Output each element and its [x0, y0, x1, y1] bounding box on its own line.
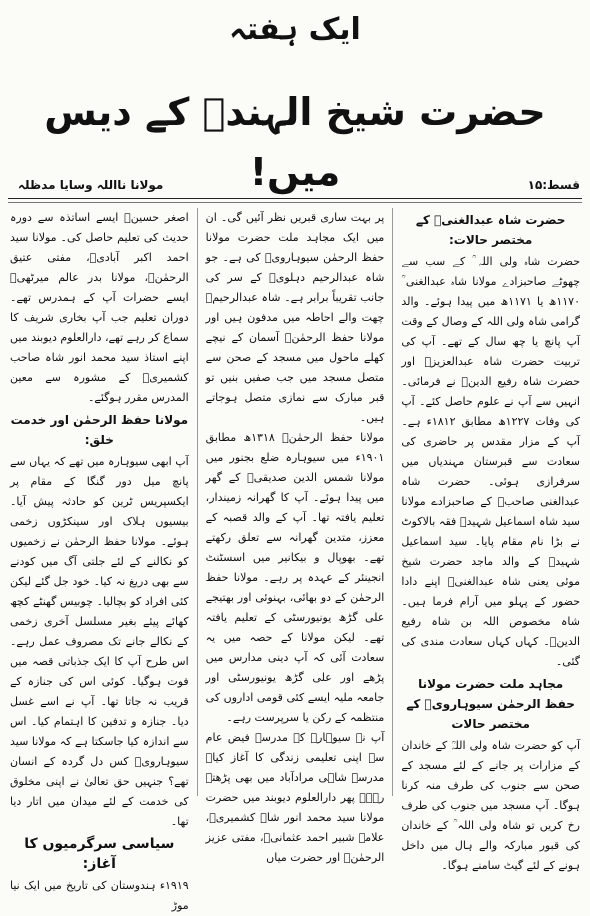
section-subtitle: ایک ہفتہ — [229, 12, 361, 47]
paragraph: اصغر حسینؒ ایسے اساتذہ سے دورہ حدیث کی تعلیم حاصل کی۔ مولانا سید احمد اکبر آبادیؒ، مفتی عتیق الرحمٰنؒ، مولانا بدر عالم میرٹھیؒ ایسے حضرات آپ کے ہمدرس تھے۔ دوران تعلیم جب آپ بخاری شریف کا سماع کر رہے تھے، دارالعلوم دیوبند میں اپنے استاذ سید محمد انور شاہ صاحب کشمیریؒ کے مشورہ سے معین المدرس مقرر ہوگئے۔ — [9, 211, 189, 404]
author-name: مولانا نااللہ وسایا مدظلہ — [18, 178, 164, 192]
paragraph: مولانا حفظ الرحمٰنؒ ۱۳۱۸ھ مطابق ۱۹۰۱ء میں سیوہارہ ضلع بجنور میں مولانا شمس الدین صدیقیؒ کے گھر میں پیدا ہوئے۔ آپ کا گھرانہ زمیندار، تعلیم یافتہ تھا۔ آپ کے والد قصبہ کے معزز، متدین گھرانہ سے تعلق رکھتے تھے۔ بھوپال و بیکانیر میں اسسٹنٹ انجینئر کے عہدہ پر رہے۔ مولانا حفظ الرحمٰن کے دو بھائی، بہنوئی اور بھتیجے علی گڑھ یونیورسٹی کے تعلیم یافتہ تھے۔ لیکن مولانا کے حصہ میں یہ سعادت آئی کہ آپ دینی مدارس میں پڑھے اور علی گڑھ یونیورسٹی اور جامعہ ملیہ ایسے کئی قومی اداروں کی منتظمہ کے رکن یا سرپرست رہے۔ — [205, 431, 385, 724]
column-heading: مولانا حفظ الرحمٰن اور خدمت خلق: — [10, 413, 189, 447]
column-heading: حضرت شاہ عبدالغنیؒ کے مختصر حالات: — [415, 213, 566, 247]
header-rule-thin — [8, 202, 582, 203]
episode-label: قسط:۱۵ — [527, 178, 580, 192]
column-divider — [392, 208, 393, 796]
byline — [0, 176, 590, 198]
column-left — [9, 208, 189, 912]
article-columns — [9, 208, 580, 912]
header-rule — [8, 198, 582, 199]
paragraph: آپ کو حضرت شاہ ولی اللہؒ کے خاندان کے مزارات پر جانے کے لئے مسجد کے صحن سے جنوب کی طرف منہ کرنا ہوگا۔ آپ مسجد میں جنوب کی طرف رخ کریں تو شاہ ولی اللہ ؒ کے خاندان کی قبور مبارکہ والے ہال میں داخل ہونے کے لئے گیٹ سامنے ہوگا۔ — [401, 739, 580, 872]
paragraph: حضرت شاہ ولی اللہ ؒ کے سب سے چھوٹے صاحبزادے مولانا شاہ عبدالغنی ؒ ۱۱۷۰ھ یا ۱۱۷۱ھ میں پیدا ہوئے۔ والد گرامی شاہ ولی اللہ کے وصال کے وقت آپ پانچ یا چھ سال کے تھے۔ آپ کی تربیت حضرت شاہ عبدالعزیزؒ اور حضرت شاہ رفیع الدینؒ نے فرمائی۔ انہیں سے آپ نے علوم حاصل کئے۔ آپ کی وفات ۱۲۲۷ھ مطابق ۱۸۱۲ء ہے۔ آپ کے مزار مقدس پر حاضری کی سعادت سے قبرستان مہندیاں میں سرفرازی ہوئی۔ حضرت شاہ عبدالغنی صاحبؒ کے صاحبزادے مولانا سید شاہ اسماعیل شہیدؒ فقہ بالاکوٹ نے بڑا نام مقام پایا۔ سید اسماعیل شہیدؒ کے والد ماجد حضرت شیخ موئی یعنی شاہ عبدالغنیؒ اپنے دادا حضور کے پہلو میں آرام فرما ہیں۔ شاہ مخصوص اللہ بن شاہ رفیع الدینؒ۔ کہاں کہاں سعادت مندی کی گئی۔ — [401, 255, 580, 668]
column-divider — [197, 208, 198, 796]
paragraph: ۱۹۱۹ء ہندوستان کی تاریخ میں ایک نیا موڑ — [9, 879, 189, 912]
paragraph: آپ ابھی سیوہارہ میں تھے کہ یہاں سے پانچ میل دور گنگا کے مقام پر ایکسپریس ٹرین کو حادثہ پیش آیا۔ بیسیوں ہلاک اور سینکڑوں زخمی ہوئے۔ مولانا حفظ الرحمٰن نے زخمیوں کو نکالنے کے لئے جلتی آگ میں کودنے سے بھی دریغ نہ کیا۔ خود جل گئے لیکن کئی افراد کو بچالیا۔ چوبیس گھنٹے کچھ کھائے پیئے بغیر مسلسل آخری زخمی کے نکالے جانے تک مصروف عمل رہے۔ اس طرح آپ کا ایک جذباتی قصہ میں فوت ہوگیا۔ کوئی اس کی جنازہ کے قریب نہ جاتا تھا۔ آپ نے اسے غسل دیا۔ جنازہ و تدفین کا اہتمام کیا۔ اس سے اندازہ کیا جاسکتا ہے کہ مولانا سید سیوہارویؒ کس دل گردہ کے انسان تھے؟ جنہیں حق تعالیٰ نے اپنی مخلوق کی خدمت کے لئے میدان میں اتار دیا تھا۔ — [9, 455, 189, 828]
paragraph: آپ نے سیوہارہ کے مدرسہ فیض عام سے اپنی تعلیمی زندگی کا آغاز کیا۔ مدرسہ شاہی مرادآباد میں بھی پڑھتے رہے۔ پھر دارالعلوم دیوبند میں حضرت مولانا سید محمد انور شاہ کشمیریؒ، علامہ شبیر احمد عثمانیؒ، مفتی عزیز الرحمٰنؒ اور حضرت میاں — [205, 731, 385, 864]
column-middle — [205, 208, 385, 864]
article-title: حضرت شیخ الہندؒ کے دیس میں! — [44, 90, 546, 194]
column-heading: مجاہد ملت حضرت مولانا حفظ الرحمٰن سیوہارویؒ کے مختصر حالات — [406, 677, 575, 731]
column-heading: سیاسی سرگرمیوں کا آغاز: — [24, 836, 175, 872]
paragraph: پر بہت ساری قبریں نظر آئیں گی۔ ان میں ایک مجاہد ملت حضرت مولانا حفظ الرحمٰن سیوہارویؒ کی ہے۔ جو شاہ عبدالرحیم دہلویؒ کے سر کی جانب تقریباً برابر ہے۔ شاہ عبدالرحیمؒ چھت والے احاطہ میں مدفون ہیں اور مولانا حفظ الرحمٰنؒ آسمان کے نیچے کھلے ماحول میں مسجد کے صحن سے متصل مسجد میں جب صفیں بنیں تو قبر مبارک سے نمازی متصل ہوجاتے ہیں۔ — [205, 211, 385, 424]
column-right — [401, 208, 580, 872]
